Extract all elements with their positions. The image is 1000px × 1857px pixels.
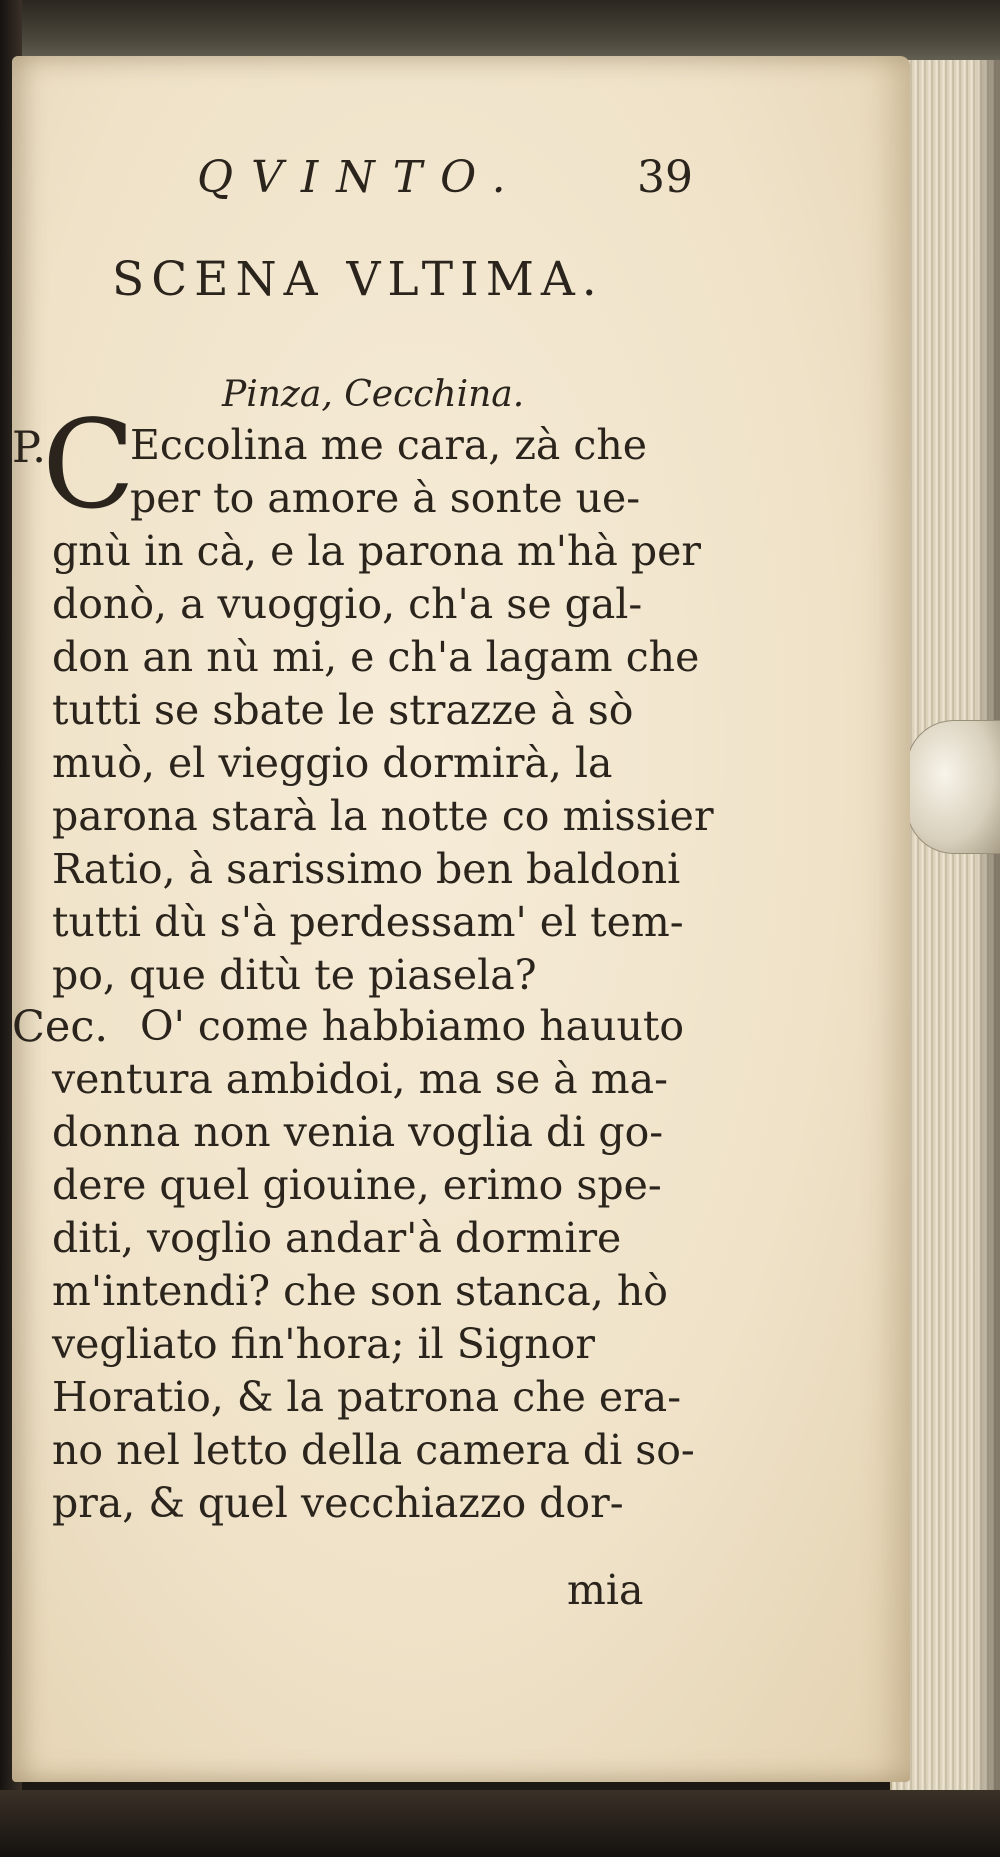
speech-line: tutti dù s'à perdessam' el tem- [52,898,684,946]
speech-line: no nel letto della camera di so- [52,1426,695,1474]
book-page [12,56,910,1782]
speech-line: tutti se sbate le strazze à sò [52,686,634,734]
speech-line: Eccolina me cara, zà che [130,421,648,469]
speech-line: dere quel giouine, erimo spe- [52,1161,662,1209]
running-head: QVINTO. [197,152,524,203]
speech-line: don an nù mi, e ch'a lagam che [52,633,700,681]
speech-line: po, que ditù te piasela? [52,951,537,999]
speech-line: Horatio, & la patrona che era- [52,1373,682,1421]
book-clasp [906,720,1000,854]
speech-line: per to amore à sonte ue- [130,474,641,522]
speech-line: muò, el vieggio dormirà, la [52,739,613,787]
speech-line: gnù in cà, e la parona m'hà per [52,527,701,575]
drop-cap: C [42,394,136,536]
speaker-label: P. [12,423,46,473]
speech-line: Ratio, à sarissimo ben baldoni [52,845,681,893]
speech-line: ventura ambidoi, ma se à ma- [52,1055,668,1103]
catchword: mia [567,1566,644,1614]
speech-line: parona starà la notte co missier [52,792,714,840]
speech-line: m'intendi? che son stanca, hò [52,1267,668,1315]
character-list: Pinza, Cecchina. [222,374,525,415]
page-edges-shadow [975,60,1000,1800]
speech-line: donna non venia voglia di go- [52,1108,664,1156]
speaker-label: Cec. [12,1002,109,1052]
book-bottom-edge [0,1790,1000,1857]
speech-line: donò, a vuoggio, ch'a se gal- [52,580,643,628]
page-number: 39 [637,152,693,203]
speech-line: vegliato fin'hora; il Signor [52,1320,595,1368]
scene-title: SCENA VLTIMA. [112,252,604,307]
page-header [197,152,717,212]
speech-line: O' come habbiamo hauuto [140,1002,685,1050]
speech-line: pra, & quel vecchiazzo dor- [52,1479,624,1527]
speech-line: diti, voglio andar'à dormire [52,1214,622,1262]
